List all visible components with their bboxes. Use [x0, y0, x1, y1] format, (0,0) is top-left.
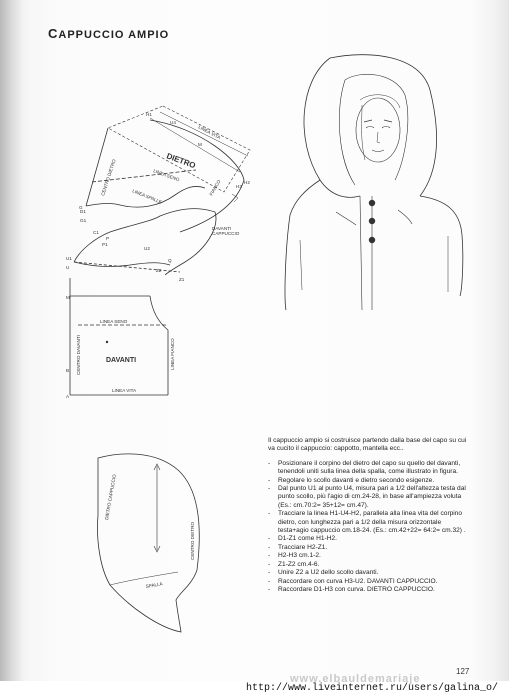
instruction-step: - H2-H3 cm.1-2. [268, 552, 468, 560]
label-d1: D1 [80, 209, 86, 214]
label-centro-dietro: CENTRO DIETRO [100, 158, 117, 197]
label-linea-seno-top: LINEA SENO [152, 168, 181, 183]
mouth [372, 150, 384, 152]
label-linea-seno-bottom: LINEA SENO [100, 319, 128, 324]
nose [377, 132, 380, 143]
label-b: B [66, 368, 70, 373]
label-p: P [106, 236, 110, 241]
hood-right-edge [330, 55, 437, 196]
instruction-step: - Raccordare con curva H3-U2. DAVANTI CAPPUCCIO. [268, 578, 468, 586]
instructions-steps [268, 460, 468, 595]
label-davanti-cappuccio: DAVANTI CAPPUCCIO [212, 226, 240, 236]
source-url-link[interactable]: http://www.liveinternet.ru/users/galina_o/ [246, 683, 499, 694]
label-u1: U1 [66, 256, 72, 261]
face-outline [356, 98, 400, 162]
hood-left-edge [304, 58, 360, 197]
page-title: CAPPUCCIO AMPIO [48, 26, 170, 41]
label-z2: Z2 [156, 268, 162, 273]
label-centro-davanti: CENTRO DAVANTI [76, 335, 81, 375]
label-u4: U4 [170, 120, 176, 125]
label-spalla: SPALLA [145, 581, 163, 589]
eyebrows [364, 120, 392, 122]
label-h2: H2 [244, 180, 250, 185]
label-g: G [79, 205, 83, 210]
instruction-step: - Z1-Z2 cm.4-6. [268, 561, 468, 569]
label-linea-vita-top: LINEA VITA [197, 124, 222, 141]
instruction-step: - Dal punto U1 al punto U4, misura pari a 1/2 dell'altezza testa dal punto scollo, più l'agio di cm.24-28, in base all'ampiezza voluta (Es.: cm.70:2= 35+12= cm.47). [268, 485, 468, 510]
label-q: Q [168, 258, 172, 263]
label-davanti: DAVANTI [106, 357, 137, 364]
page-number: 127 [456, 667, 470, 676]
hair [360, 95, 400, 160]
label-m-left: M [66, 295, 70, 300]
label-u2: U2 [144, 246, 150, 251]
label-linea-spalle: LINEA SPALLE [131, 188, 163, 205]
davanti-cappuccio-curve [74, 209, 216, 275]
instruction-step: - Tracciare H2-Z1. [268, 544, 468, 552]
label-fianco-top: FIANCO [208, 178, 222, 197]
hood-inner-right [345, 74, 408, 180]
label-h1: H1 [146, 112, 152, 117]
coat-button-1 [369, 200, 375, 206]
label-a: A [66, 394, 70, 399]
instruction-step: - Unire Z2 a U2 dello scollo davanti. [268, 569, 468, 577]
instruction-step: - Regolare lo scollo davanti e dietro secondo esigenze. [268, 477, 468, 485]
label-m-top: M [198, 142, 202, 147]
eyes [366, 127, 390, 129]
instruction-step: - Tracciare la linea H1-U4-H2, parallela alla linea vita del corpino dietro, con lunghezza pari a 1/2 della misura orizzontale testa+agio cappuccio cm.18-24. (Es.: cm.42+22= 64:2= cm.32) . [268, 510, 468, 535]
label-dietro: DIETRO [165, 151, 197, 171]
label-c1: C1 [93, 230, 99, 235]
label-z1: Z1 [179, 277, 185, 282]
measure-line-top [160, 112, 248, 156]
watermark-text: www.elbauldemariaje [290, 673, 421, 685]
instruction-step: - Raccordare D1-H3 con curva. DIETRO CAPPUCCIO. [268, 586, 468, 594]
hood-construction-diagram [70, 106, 250, 395]
coat-right-side [420, 196, 463, 296]
coat-left-side [285, 180, 320, 310]
hood-inner-left [339, 80, 355, 185]
label-centro-dietro-hood: CENTRO DIETRO [190, 521, 195, 560]
woman-hood-illustration [285, 55, 463, 310]
label-u: U [66, 265, 70, 270]
label-linea-fianco: LINEA FIANCO [170, 338, 175, 370]
label-linea-vita-bottom: LINEA VITA [112, 388, 137, 393]
coat-front-opening [360, 196, 372, 310]
label-h3: H3 [236, 184, 242, 189]
pattern-labels [66, 112, 250, 589]
coat-sleeves [300, 236, 448, 292]
instruction-step: - Posizionare il corpino del dietro del capo su quello del davanti, tenendoli uniti sulla linea della spalla, come illustrato in figura. [268, 460, 468, 477]
label-dietro-cappuccio: DIETRO CAPPUCCIO [104, 474, 117, 521]
instructions-intro: Il cappuccio ampio si costruisce partendo dalla base del capo su cui va cucito il cappuccio: cappotto, mantella ecc.. [268, 437, 467, 453]
scollo-curve [74, 262, 170, 266]
coat-button-2 [369, 218, 375, 224]
spalla-line [110, 572, 178, 585]
label-g1: G1 [80, 218, 87, 223]
instruction-step: - D1-Z1 come H1-H2. [268, 535, 468, 543]
center-mark [106, 341, 108, 343]
instructions-block [268, 437, 468, 594]
label-p1: P1 [102, 242, 108, 247]
coat-button-3 [369, 237, 375, 243]
